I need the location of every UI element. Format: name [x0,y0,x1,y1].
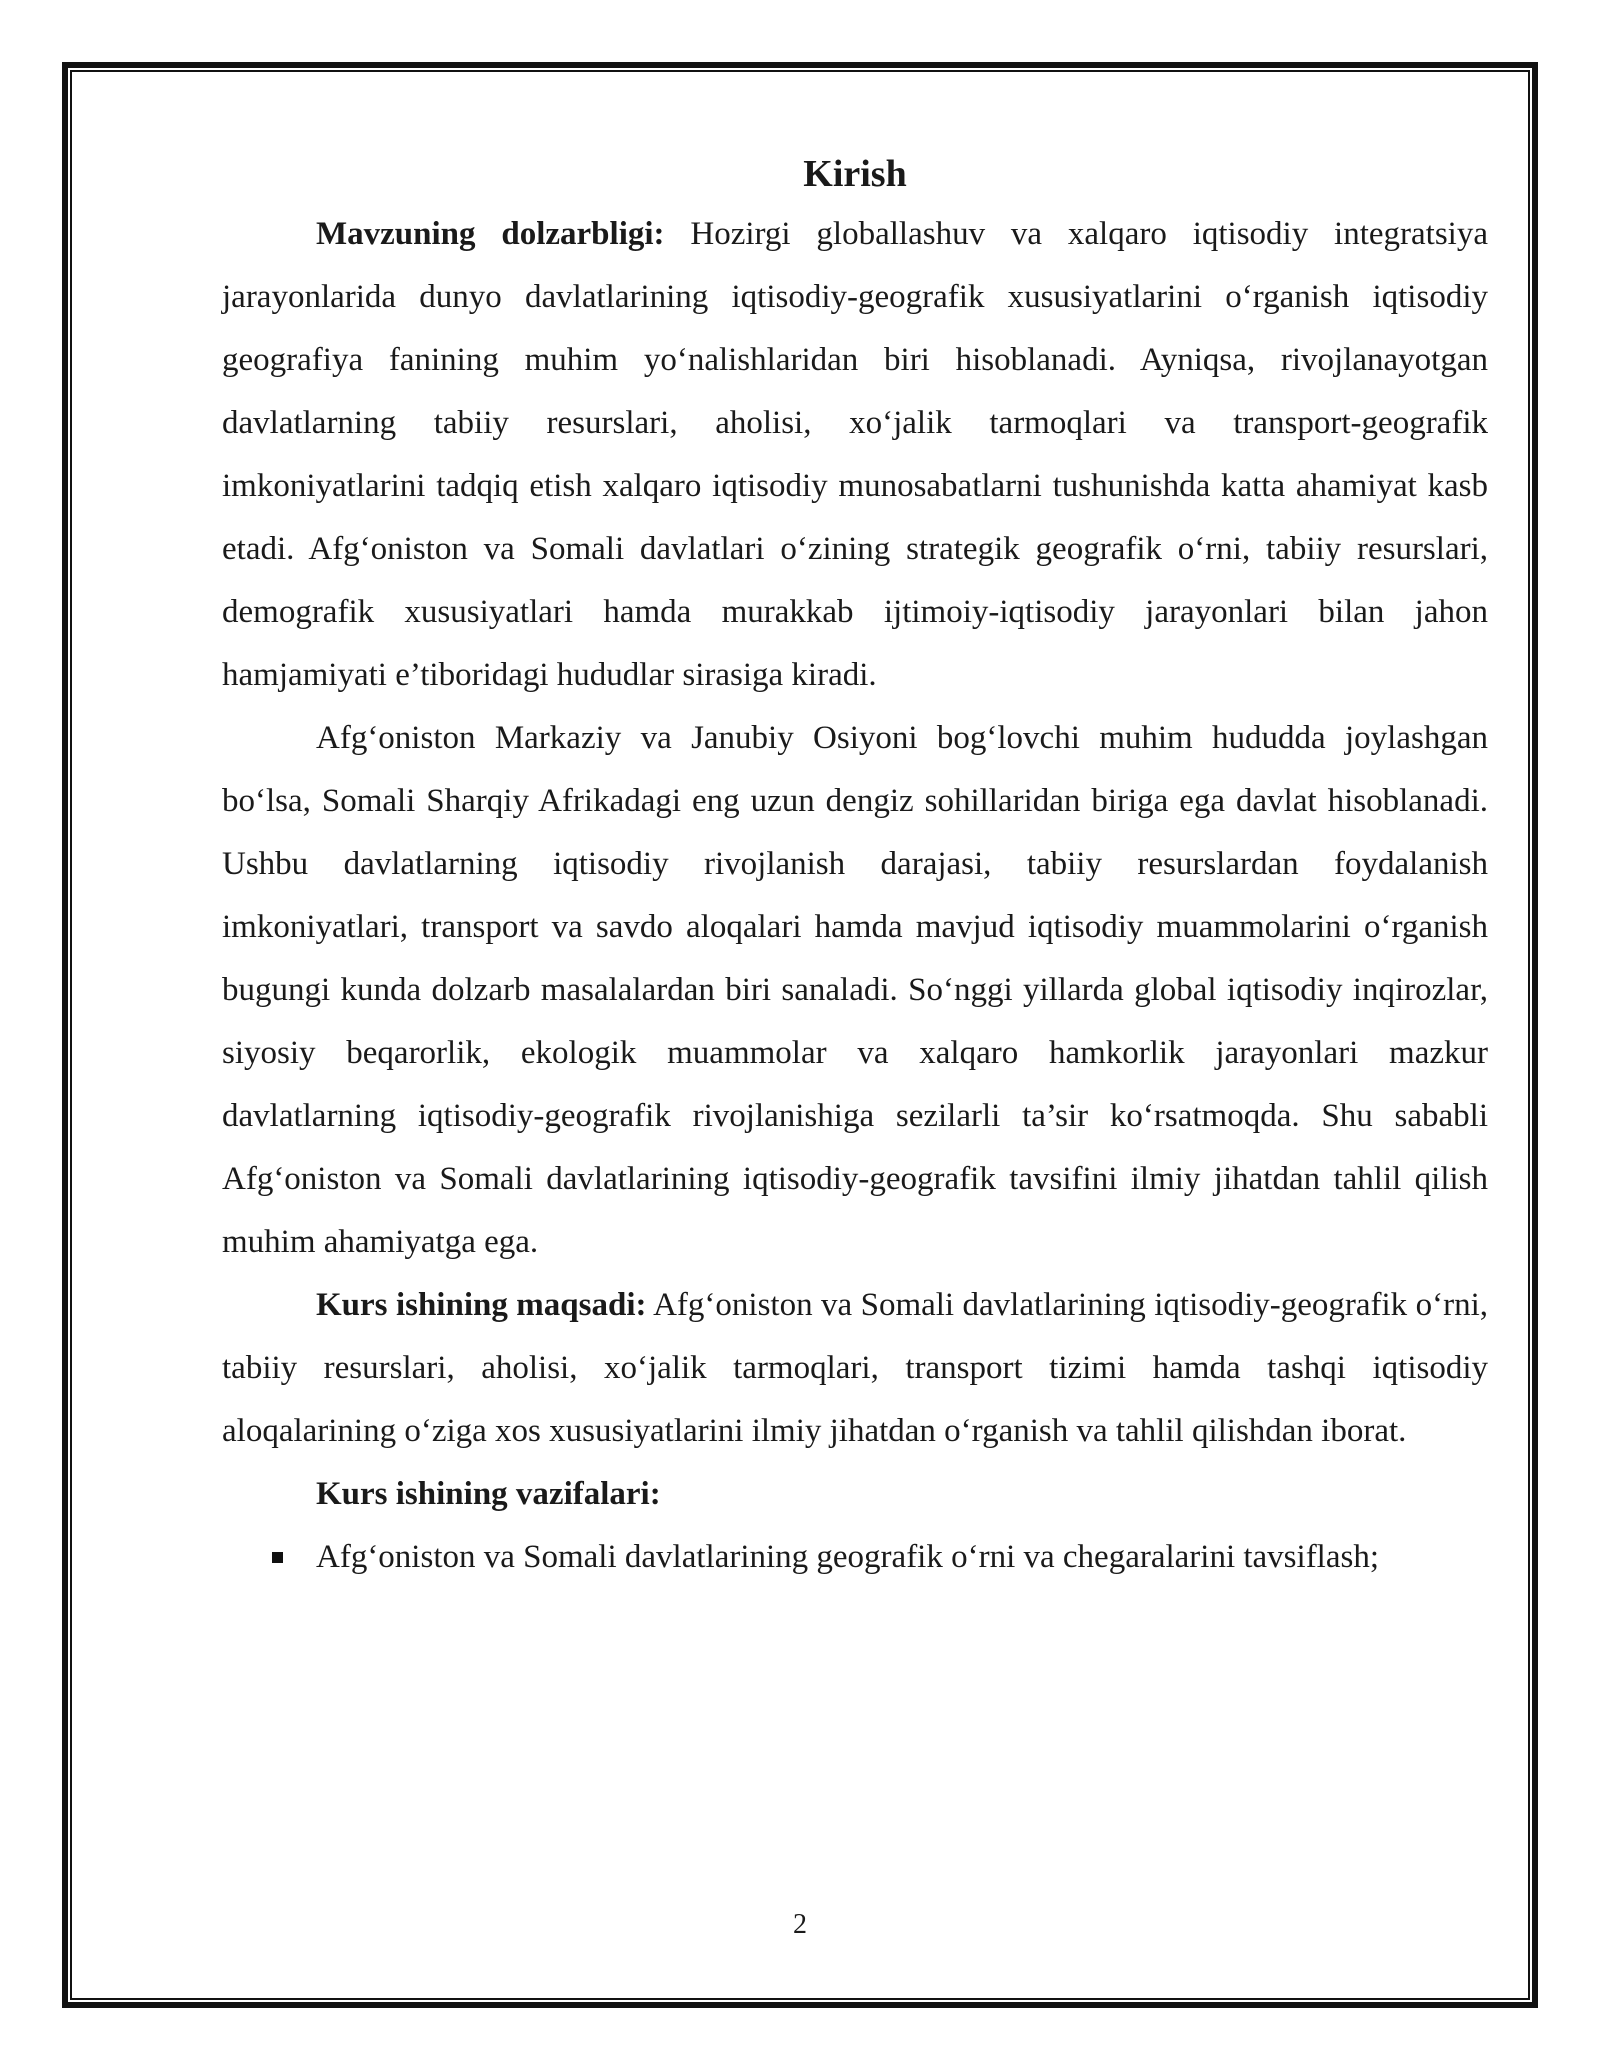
relevance-paragraph [222,203,1488,707]
page-number: 2 [793,1909,807,1940]
square-bullet-icon [272,1552,283,1563]
relevance-text: Hozirgi globallashuv va xalqaro iqtisodiy integratsiya jarayonlarida dunyo davlatlarining iqtisodiy-geografik xususiyatlarini oʻrganish iqtisodiy geografiya fanining muhim yoʻnalishlaridan biri hisoblanadi. Ayniqsa, rivojlanayotgan davlatlarning tabiiy resurslari, aholisi, xoʻjalik tarmoqlari va transport-geografik imkoniyatlarini tadqiq etish xalqaro iqtisodiy munosabatlarni tushunishda katta ahamiyat kasb etadi. Afgʻoniston va Somali davlatlari oʻzining strategik geografik oʻrni, tabiiy resurslari, demografik xususiyatlari hamda murakkab ijtimoiy-iqtisodiy jarayonlari bilan jahon hamjamiyati e’tiboridagi hududlar sirasiga kiradi. [222,216,1488,693]
document-body [222,140,1488,1589]
relevance-label: Mavzuning dolzarbligi: [316,216,665,252]
list-item-text: Afgʻoniston va Somali davlatlarining geografik oʻrni va chegaralarini tavsiflash; [316,1539,1380,1575]
list-item [222,1526,1488,1589]
goal-text: Afgʻoniston va Somali davlatlarining iqtisodiy-geografik oʻrni, tabiiy resurslari, aholisi, xoʻjalik tarmoqlari, transport tizimi hamda tashqi iqtisodiy aloqalarining oʻziga xos xususiyatlarini ilmiy jihatdan oʻrganish va tahlil qilishdan iborat. [222,1287,1488,1449]
tasks-list [222,1526,1488,1589]
context-text: Afgʻoniston Markaziy va Janubiy Osiyoni bogʻlovchi muhim hududda joylashgan boʻlsa, Somali Sharqiy Afrikadagi eng uzun dengiz sohillaridan biriga ega davlat hisoblanadi. Ushbu davlatlarning iqtisodiy rivojlanish darajasi, tabiiy resurslardan foydalanish imkoniyatlari, transport va savdo aloqalari hamda mavjud iqtisodiy muammolarini oʻrganish bugungi kunda dolzarb masalalardan biri sanaladi. Soʻnggi yillarda global iqtisodiy inqirozlar, siyosiy beqarorlik, ekologik muammolar va xalqaro hamkorlik jarayonlari mazkur davlatlarning iqtisodiy-geografik rivojlanishiga sezilarli ta’sir koʻrsatmoqda. Shu sababli Afgʻoniston va Somali davlatlarining iqtisodiy-geografik tavsifini ilmiy jihatdan tahlil qilish muhim ahamiyatga ega. [222,720,1488,1260]
page-title: Kirish [803,153,907,195]
goal-paragraph [222,1274,1488,1463]
goal-label: Kurs ishining maqsadi: [316,1287,647,1323]
tasks-heading: Kurs ishining vazifalari: [316,1476,661,1512]
context-paragraph [222,707,1488,1274]
